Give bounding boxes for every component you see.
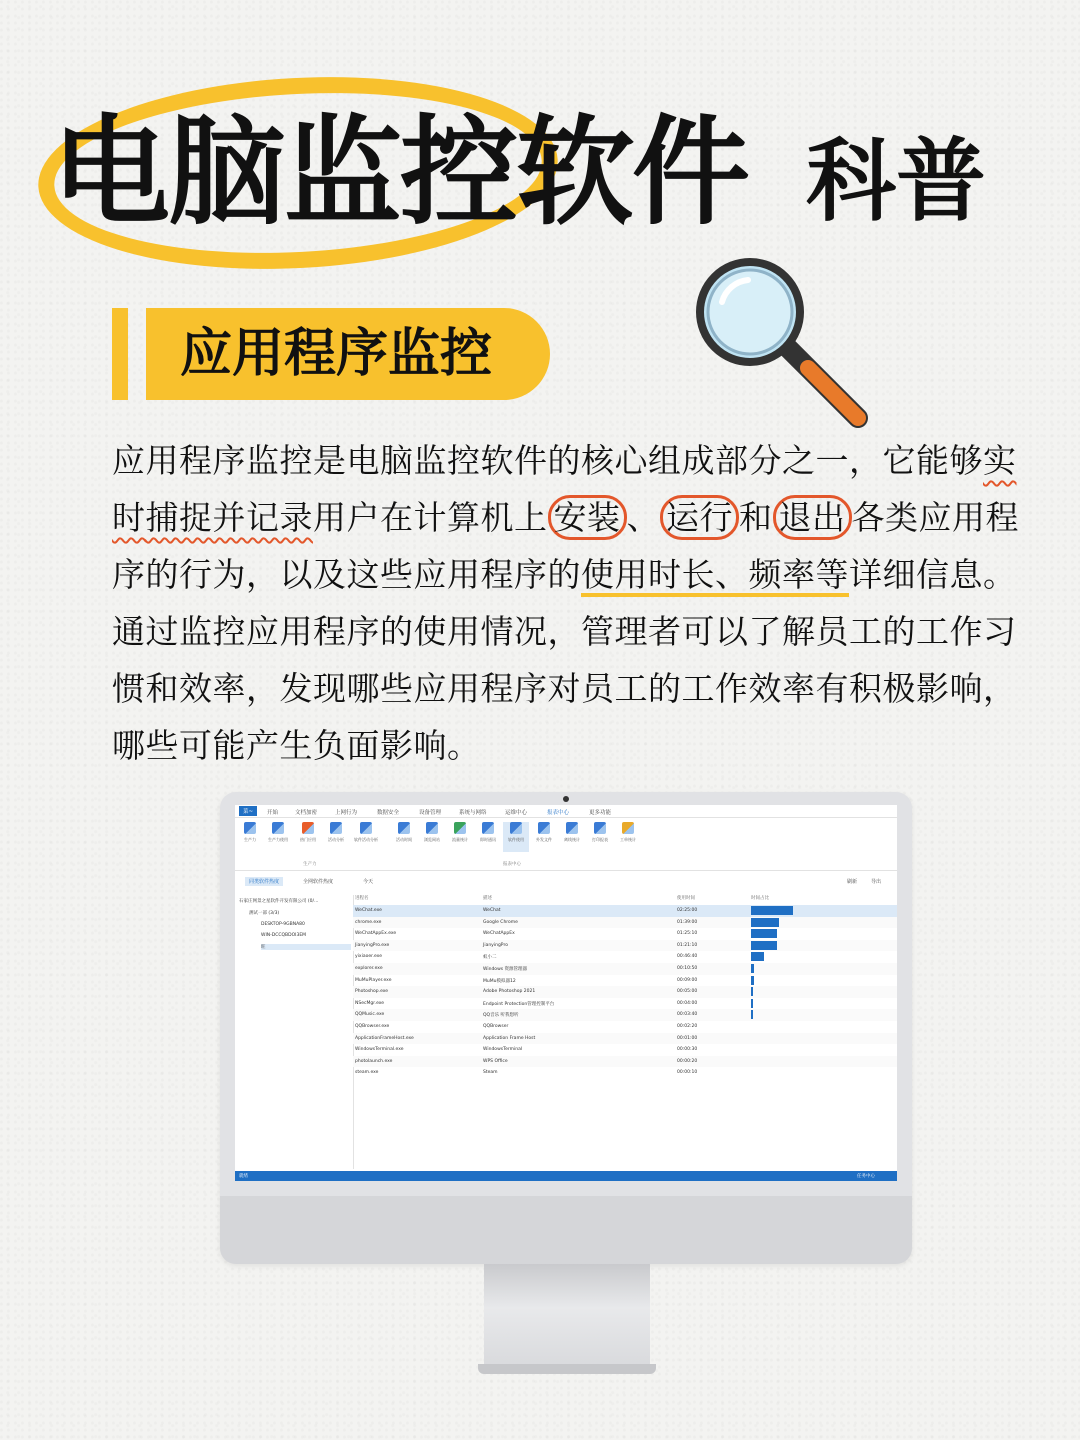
process-name-cell: Photoshop.exe — [355, 989, 389, 995]
toolbar-button[interactable] — [587, 822, 613, 852]
description-cell: JianyingPro — [483, 942, 508, 948]
menu-item[interactable]: 更多功能 — [589, 810, 612, 816]
table-row[interactable] — [353, 1044, 897, 1056]
time-share-bar — [751, 1010, 753, 1019]
menu-item[interactable]: 系统与网络 — [459, 810, 487, 816]
tree-node[interactable]: WIN-DCCQBDOI3EM — [261, 933, 307, 938]
para-text: 、 — [626, 498, 660, 537]
description-cell: WeChat — [483, 908, 501, 913]
ribbon-toolbar — [235, 818, 897, 871]
monitor-stand-base — [478, 1364, 656, 1374]
section-title: 应用程序监控 — [180, 324, 493, 384]
column-header[interactable]: 时间占比 — [751, 896, 769, 901]
report-icon — [272, 822, 284, 834]
toolbar-group-label: 报表中心 — [503, 862, 521, 867]
usage-time-cell: 00:01:00 — [677, 1035, 698, 1041]
usage-time-cell: 01:25:10 — [677, 931, 698, 937]
description-cell: Google Chrome — [483, 919, 518, 925]
para-underline-duration: 使用时长、频率等 — [581, 555, 849, 594]
tree-node[interactable]: 测试一部 (3/3) — [249, 911, 280, 916]
page-title: 电脑监控软件 — [52, 103, 749, 241]
menu-bar — [235, 805, 897, 818]
description-cell: Windows 资源管理器 — [483, 967, 528, 972]
monitor-chin — [220, 1196, 912, 1264]
export-button[interactable]: 导出 — [871, 879, 882, 885]
report-icon — [360, 822, 372, 834]
description-cell: Steam — [483, 1070, 498, 1076]
menu-item[interactable]: 开始 — [267, 810, 279, 816]
toolbar-button[interactable] — [237, 822, 263, 852]
description-cell: QQ音乐 听我想听 — [483, 1013, 519, 1019]
refresh-button[interactable]: 刷新 — [847, 879, 858, 885]
toolbar-button-label: 软件使用 — [508, 837, 524, 842]
toolbar-button[interactable] — [615, 822, 641, 852]
task-center-link[interactable]: 任务中心 — [857, 1174, 875, 1179]
para-circle-install: 安装 — [548, 495, 627, 540]
toolbar-button[interactable] — [391, 822, 417, 852]
menu-item[interactable]: 报表中心 — [547, 810, 570, 816]
time-share-bar — [751, 999, 753, 1008]
toolbar-button[interactable] — [323, 822, 349, 852]
usage-time-cell: 00:00:30 — [677, 1047, 698, 1053]
usage-time-cell: 01:21:10 — [677, 942, 698, 948]
magnifier-icon — [690, 250, 880, 440]
time-share-bar — [751, 952, 764, 961]
tree-node[interactable]: DESKTOP-9GBNA80 — [261, 922, 305, 927]
table-row[interactable] — [353, 998, 897, 1010]
toolbar-button[interactable] — [531, 822, 557, 852]
description-cell: Endpoint Protection管理控制平台 — [483, 1001, 555, 1007]
toolbar-button-label: 流量统计 — [452, 837, 468, 842]
toolbar-button-label: 软件活动分析 — [354, 837, 378, 842]
process-name-cell: WeChatAppEx.exe — [355, 931, 397, 937]
monitor-stand — [484, 1264, 650, 1374]
toolbar-button-label: 热门应用 — [300, 837, 316, 842]
usage-time-cell: 01:39:00 — [677, 919, 698, 925]
description-cell: QQBrowser — [483, 1024, 509, 1029]
process-name-cell: MuMuPlayer.exe — [355, 977, 392, 983]
process-name-cell: QQMusic.exe — [355, 1012, 385, 1018]
para-circle-run: 运行 — [660, 495, 739, 540]
process-name-cell: chrome.exe — [355, 919, 382, 925]
para-circle-exit: 退出 — [773, 495, 852, 540]
report-icon — [330, 822, 342, 834]
process-name-cell: steam.exe — [355, 1070, 379, 1076]
time-share-bar — [751, 987, 753, 996]
process-name-cell: yixiaoer.exe — [355, 954, 382, 960]
para-highlight-realtime: 实时 — [112, 441, 1017, 537]
report-icon — [510, 822, 522, 834]
toolbar-group-label: 生产力 — [303, 862, 317, 867]
camera-dot — [563, 796, 569, 802]
table-row[interactable] — [353, 951, 897, 963]
usage-time-cell: 00:05:00 — [677, 989, 698, 995]
toolbar-button[interactable] — [503, 822, 529, 852]
toolbar-button[interactable] — [295, 822, 321, 852]
para-text: 应用程序监控是电脑监控软件的核心组成部分之一，它能够 — [112, 441, 983, 480]
time-share-bar — [751, 918, 779, 927]
toolbar-button-label: 活动分析 — [328, 837, 344, 842]
report-subtabs — [235, 875, 897, 889]
report-icon — [302, 822, 314, 834]
report-icon — [538, 822, 550, 834]
report-icon — [482, 822, 494, 834]
menu-item[interactable]: 文档加密 — [295, 810, 318, 816]
para-text: 各类应用程序的行为，以及这些应用程序的 — [112, 498, 1019, 594]
menu-item[interactable]: 菜~ — [239, 806, 257, 816]
toolbar-button-label: 离线统计 — [564, 837, 580, 842]
time-share-bar — [751, 941, 777, 950]
usage-time-cell: 00:10:50 — [677, 966, 698, 971]
description-cell: Adobe Photoshop 2021 — [483, 989, 536, 995]
report-subtab[interactable]: 全网软件热度 — [303, 879, 334, 885]
table-row[interactable] — [353, 963, 897, 975]
toolbar-button[interactable] — [265, 822, 291, 852]
process-name-cell: NSecMgr.exe — [355, 1000, 385, 1006]
toolbar-button-label: 即时通讯 — [480, 837, 496, 842]
column-header[interactable]: 进程名 — [355, 896, 369, 901]
process-name-cell: explorer.exe — [355, 966, 383, 971]
description-cell: WPS Office — [483, 1058, 508, 1064]
body-paragraph — [112, 432, 1024, 774]
table-row[interactable] — [353, 986, 897, 998]
para-highlight-capture: 捕捉并记录 — [145, 498, 313, 537]
column-header[interactable]: 使用时间 — [677, 896, 695, 901]
description-cell: WeChatAppEx — [483, 931, 515, 937]
para-text: 和 — [739, 498, 773, 537]
report-icon — [594, 822, 606, 834]
report-icon — [244, 822, 256, 834]
table-row[interactable] — [353, 1021, 897, 1033]
toolbar-button[interactable] — [419, 822, 445, 852]
tree-node[interactable]: 石家庄网景之星软件开发有限公司 (0/... — [239, 899, 319, 904]
toolbar-button[interactable] — [353, 822, 379, 852]
time-share-bar — [751, 964, 754, 973]
toolbar-button-label: 外发文件 — [536, 837, 552, 842]
toolbar-button-label: 活动时间 — [396, 837, 412, 842]
usage-time-cell: 00:04:00 — [677, 1000, 698, 1006]
report-subtab[interactable]: 同类软件热度 — [245, 877, 283, 886]
table-row[interactable] — [353, 905, 897, 917]
page-title-suffix: 科普 — [806, 129, 986, 234]
description-cell: Application Frame Host — [483, 1035, 536, 1041]
app-screen — [235, 805, 897, 1181]
usage-time-cell: 00:02:20 — [677, 1024, 698, 1029]
toolbar-button[interactable] — [475, 822, 501, 852]
report-icon — [398, 822, 410, 834]
description-cell: MuMu模拟器12 — [483, 978, 516, 984]
report-icon — [566, 822, 578, 834]
toolbar-button[interactable] — [447, 822, 473, 852]
report-subtab[interactable]: 今天 — [363, 879, 374, 885]
table-row[interactable] — [353, 928, 897, 940]
usage-time-cell: 02:25:00 — [677, 908, 698, 913]
time-share-bar — [751, 976, 754, 985]
menu-item[interactable]: 上网行为 — [335, 810, 358, 816]
process-name-cell: JianyingPro.exe — [355, 942, 390, 948]
status-text: 就绪 — [239, 1174, 248, 1179]
process-name-cell: WindowsTerminal.exe — [355, 1047, 404, 1053]
table-row[interactable] — [353, 940, 897, 952]
tree-node[interactable]: 旺 — [261, 944, 351, 950]
menu-item[interactable]: 数据安全 — [377, 810, 400, 816]
time-share-bar — [751, 929, 777, 938]
para-text: 详细信息。通过监控应用程序的使用情况，管理者可以了解员工的工作习惯和效率，发现哪些应用程序对员工的工作效率有积极影响，哪些可能产生负面影响。 — [112, 555, 1017, 765]
process-name-cell: ApplicationFrameHost.exe — [355, 1035, 414, 1041]
usage-time-cell: 00:46:40 — [677, 954, 698, 960]
section-accent-bar — [112, 308, 128, 400]
process-name-cell: WeChat.exe — [355, 908, 382, 913]
toolbar-button-label: 生产力 — [244, 837, 256, 842]
column-header[interactable]: 描述 — [483, 896, 492, 901]
table-row[interactable] — [353, 917, 897, 929]
usage-time-cell: 00:03:40 — [677, 1012, 698, 1018]
time-share-bar — [751, 906, 793, 915]
table-row[interactable] — [353, 1067, 897, 1079]
menu-item[interactable]: 设备管理 — [419, 810, 442, 816]
report-icon — [454, 822, 466, 834]
usage-time-cell: 00:00:20 — [677, 1058, 698, 1064]
toolbar-button-label: 工单统计 — [620, 837, 636, 842]
report-icon — [622, 822, 634, 834]
table-row[interactable] — [353, 1009, 897, 1021]
description-cell: WindowsTerminal — [483, 1047, 523, 1053]
usage-time-cell: 00:00:10 — [677, 1070, 698, 1076]
process-name-cell: photolaunch.exe — [355, 1058, 393, 1064]
menu-item[interactable]: 运维中心 — [505, 810, 528, 816]
toolbar-button-label: 浏览网站 — [424, 837, 440, 842]
table-row[interactable] — [353, 1056, 897, 1068]
toolbar-button-label: 生产力使用 — [268, 837, 288, 842]
para-text: 用户在计算机上 — [313, 498, 548, 537]
report-icon — [426, 822, 438, 834]
org-tree — [235, 895, 354, 1169]
status-bar — [235, 1171, 897, 1181]
toolbar-button[interactable] — [559, 822, 585, 852]
table-row[interactable] — [353, 975, 897, 987]
usage-time-cell: 00:09:00 — [677, 977, 698, 983]
table-row[interactable] — [353, 1033, 897, 1045]
toolbar-button-label: 打印报表 — [592, 837, 608, 842]
description-cell: 蚁小二 — [483, 955, 497, 961]
software-usage-table — [353, 895, 897, 1169]
process-name-cell: QQBrowser.exe — [355, 1024, 390, 1029]
